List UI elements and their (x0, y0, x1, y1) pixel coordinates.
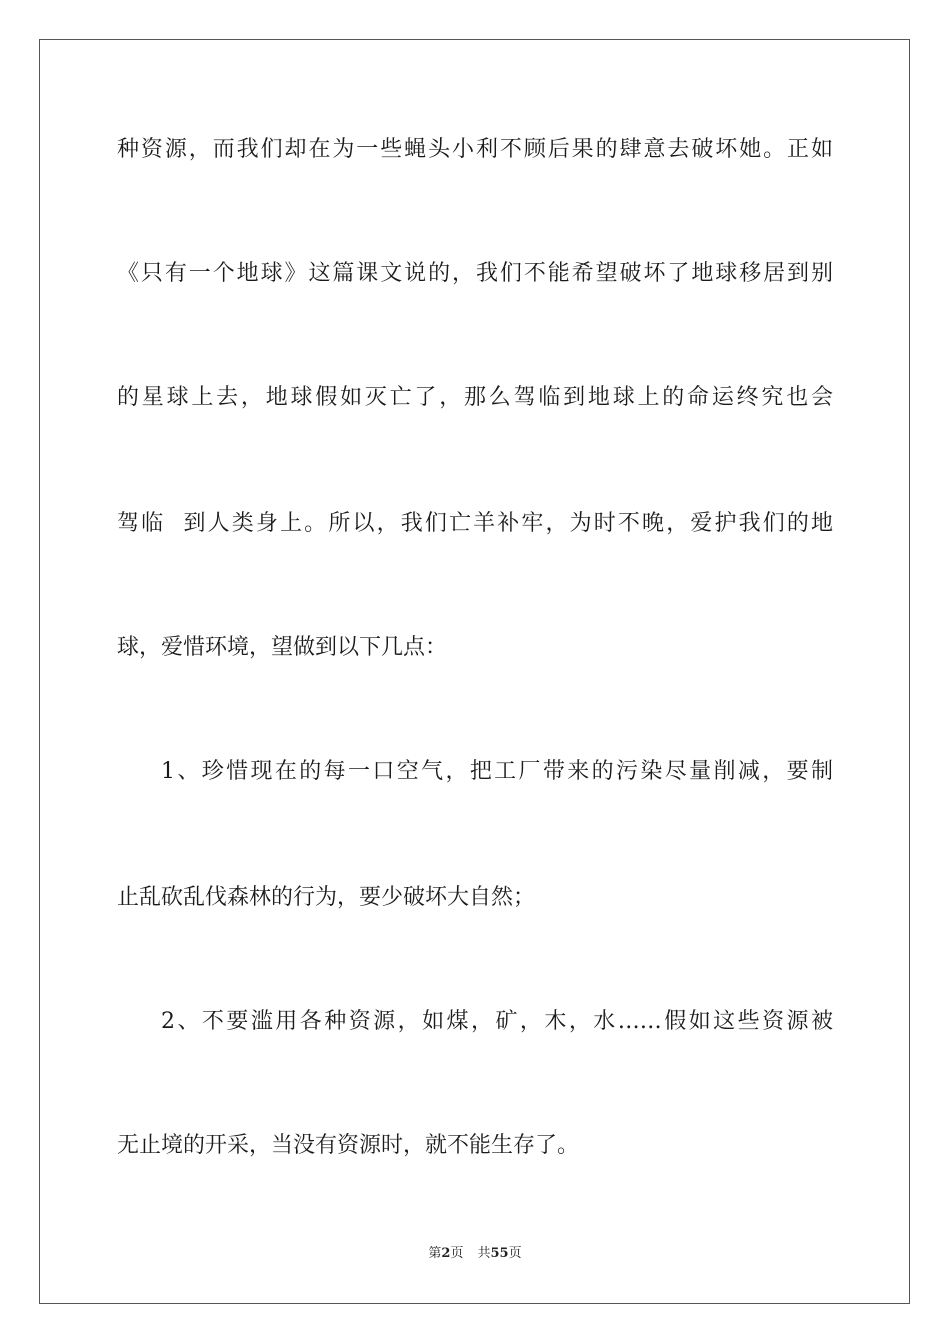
list-item-1-line: 1、珍惜现在的每一口空气，把工厂带来的污染尽量削减，要制 (161, 759, 833, 784)
body-text-line: 无止境的开采，当没有资源时，就不能生存了。 (117, 1133, 580, 1158)
body-text-line: 种资源，而我们却在为一些蝇头小利不顾后果的肆意去破坏她。正如 (117, 137, 833, 162)
page-footer (0, 1245, 950, 1263)
body-text-line: 驾临 到人类身上。所以，我们亡羊补牢，为时不晚，爱护我们的地 (117, 511, 833, 536)
footer-page-number: 2 (441, 1246, 451, 1261)
footer-page-suffix: 页 (450, 1246, 464, 1261)
body-text-line: 止乱砍乱伐森林的行为，要少破坏大自然； (117, 885, 536, 910)
footer-total-prefix: 共 (477, 1246, 491, 1261)
footer-total-pages: 55 (490, 1246, 509, 1261)
footer-total-suffix: 页 (508, 1246, 522, 1261)
list-item-2-line: 2、不要滥用各种资源，如煤，矿，木，水……假如这些资源被 (161, 1009, 833, 1034)
page-border (39, 39, 910, 1304)
body-text-line: 球，爱惜环境，望做到以下几点： (117, 635, 448, 660)
body-text-line: 的星球上去，地球假如灭亡了，那么驾临到地球上的命运终究也会 (117, 385, 833, 410)
body-text-line: 《只有一个地球》这篇课文说的，我们不能希望破坏了地球移居到别 (117, 261, 833, 286)
footer-page-prefix: 第 (428, 1246, 442, 1261)
